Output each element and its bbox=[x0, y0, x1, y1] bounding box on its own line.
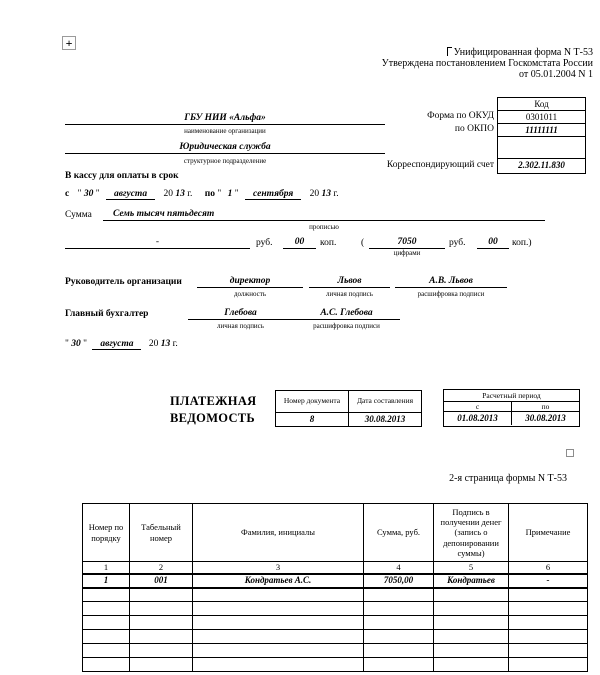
period-to-label: по bbox=[541, 402, 550, 411]
kop1-line bbox=[283, 236, 316, 249]
accountant-name: А.С. Глебова bbox=[320, 308, 373, 318]
date-suffix: г. bbox=[172, 339, 178, 349]
table-cell bbox=[83, 658, 130, 672]
table-row bbox=[83, 602, 588, 616]
table-header-row bbox=[83, 504, 588, 562]
quote: " bbox=[83, 339, 88, 349]
sum-words-continuation-line bbox=[65, 236, 250, 249]
table-cell bbox=[434, 588, 509, 602]
table-cell bbox=[83, 616, 130, 630]
table-cell bbox=[434, 644, 509, 658]
table-row bbox=[83, 574, 588, 588]
table-cell bbox=[193, 630, 364, 644]
table-cell bbox=[509, 630, 588, 644]
rub-label: руб. bbox=[256, 238, 273, 248]
accountant-signature-caption: личная подпись bbox=[217, 322, 264, 330]
table-cell bbox=[130, 630, 193, 644]
approval-date-line: от 05.01.2004 N 1 bbox=[519, 69, 593, 80]
table-cell bbox=[83, 630, 130, 644]
table-cell bbox=[193, 588, 364, 602]
table-cell bbox=[434, 616, 509, 630]
org-name-line bbox=[65, 112, 385, 125]
from-day: 30 bbox=[83, 189, 94, 199]
table-cell bbox=[509, 602, 588, 616]
table-cell bbox=[509, 588, 588, 602]
table-row bbox=[83, 616, 588, 630]
table-cell bbox=[509, 658, 588, 672]
to-year: 13 bbox=[321, 189, 332, 199]
date-year: 13 bbox=[160, 339, 171, 349]
payroll-table bbox=[82, 503, 588, 672]
paren-open: ( bbox=[361, 238, 365, 248]
column-number-cell: 1 bbox=[83, 562, 130, 574]
table-cell bbox=[130, 588, 193, 602]
kop1-value: 00 bbox=[294, 237, 305, 247]
anchor-mark-icon bbox=[447, 47, 452, 56]
from-year: 13 bbox=[175, 189, 185, 199]
sum-digits-line bbox=[369, 236, 445, 249]
approval-line: Утверждена постановлением Госкомстата России bbox=[381, 58, 593, 69]
kop-close-label: коп.) bbox=[512, 238, 532, 248]
kop2-line bbox=[477, 236, 509, 249]
code-box-header: Код bbox=[498, 98, 585, 111]
signature-caption: личная подпись bbox=[326, 290, 373, 298]
doc-number-table bbox=[275, 390, 422, 427]
table-cell bbox=[193, 602, 364, 616]
year-suffix: г. bbox=[333, 189, 339, 199]
to-month: сентября bbox=[245, 189, 301, 200]
kop-label: коп. bbox=[320, 238, 337, 248]
head-signature-line bbox=[309, 275, 390, 288]
column-number-cell: 2 bbox=[130, 562, 193, 574]
column-number-cell: 6 bbox=[509, 562, 588, 574]
to-label: по bbox=[204, 189, 216, 199]
date-day: 30 bbox=[71, 339, 81, 349]
table-cell bbox=[83, 602, 130, 616]
cashbox-intro: В кассу для оплаты в срок bbox=[65, 171, 179, 181]
quote: " bbox=[234, 189, 239, 199]
doc-date-value: 30.08.2013 bbox=[364, 414, 406, 424]
column-number-cell: 4 bbox=[364, 562, 434, 574]
table-cell bbox=[193, 658, 364, 672]
pay-period-line bbox=[65, 189, 545, 199]
org-name: ГБУ НИИ «Альфа» bbox=[184, 113, 266, 123]
rub-label2: руб. bbox=[449, 238, 466, 248]
position-caption: должность bbox=[233, 290, 267, 298]
corr-account-label: Корреспондирующий счет bbox=[386, 160, 494, 170]
table-header-cell: Подпись в получении денег (запись о депонировании суммы) bbox=[434, 504, 509, 562]
table-row bbox=[83, 588, 588, 602]
table-cell bbox=[364, 602, 434, 616]
form-title-line: Унифицированная форма N Т-53 bbox=[280, 47, 593, 58]
table-cell bbox=[193, 616, 364, 630]
head-position-line bbox=[197, 275, 303, 288]
name-caption: расшифровка подписи bbox=[417, 290, 485, 298]
accountant-role-label: Главный бухгалтер bbox=[65, 309, 149, 319]
from-month: августа bbox=[106, 189, 155, 200]
quote: " bbox=[77, 189, 82, 199]
table-cell: 1 bbox=[83, 574, 130, 588]
table-cell bbox=[193, 644, 364, 658]
table-cell bbox=[509, 644, 588, 658]
corr-account-value: 2.302.11.830 bbox=[518, 160, 565, 170]
table-cell bbox=[83, 588, 130, 602]
column-number-row bbox=[83, 562, 588, 574]
table-cell bbox=[83, 644, 130, 658]
accountant-signature-line bbox=[188, 307, 293, 320]
period-to-value: 30.08.2013 bbox=[525, 413, 566, 423]
period-from-value: 01.08.2013 bbox=[444, 412, 512, 425]
table-cell: 001 bbox=[130, 574, 193, 588]
sum-in-words: Семь тысяч пятьдесят bbox=[113, 209, 215, 219]
table-cell bbox=[130, 616, 193, 630]
table-row bbox=[83, 658, 588, 672]
table-cell bbox=[130, 658, 193, 672]
table-header-cell: Табельный номер bbox=[130, 504, 193, 562]
from-label: с bbox=[65, 189, 70, 199]
sum-words-caption: прописью bbox=[309, 223, 339, 231]
table-header-cell: Номер по порядку bbox=[83, 504, 130, 562]
table-cell bbox=[364, 658, 434, 672]
table-cell bbox=[509, 616, 588, 630]
head-signature: Львов bbox=[337, 276, 362, 286]
expand-plus-icon[interactable]: + bbox=[62, 36, 76, 50]
department-name: Юридическая служба bbox=[179, 142, 271, 152]
column-number-cell: 5 bbox=[434, 562, 509, 574]
table-cell: Кондратьев bbox=[434, 574, 509, 588]
org-name-caption: наименование организации bbox=[184, 127, 266, 135]
column-number-cell: 3 bbox=[193, 562, 364, 574]
sum-digits: 7050 bbox=[397, 237, 417, 247]
to-day: 1 bbox=[227, 189, 233, 199]
quote: " bbox=[217, 189, 222, 199]
date-month: августа bbox=[92, 339, 141, 350]
table-header-cell: Сумма, руб. bbox=[364, 504, 434, 562]
placeholder-checkbox[interactable] bbox=[566, 449, 574, 457]
century: 20 bbox=[163, 189, 173, 199]
doc-number-value: 8 bbox=[276, 413, 349, 426]
okud-label: Форма по ОКУД bbox=[427, 111, 494, 121]
quote: " bbox=[65, 339, 69, 349]
document-title bbox=[170, 393, 256, 427]
department-caption: структурное подразделение bbox=[183, 157, 267, 165]
sum-words-line bbox=[103, 208, 545, 221]
table-cell: - bbox=[509, 574, 588, 588]
date-century: 20 bbox=[148, 339, 159, 349]
code-box-empty-cell bbox=[498, 137, 585, 159]
okpo-label: по ОКПО bbox=[454, 124, 494, 134]
form-approval-note bbox=[280, 47, 593, 80]
signing-date-line bbox=[65, 339, 178, 349]
table-cell bbox=[364, 630, 434, 644]
table-cell bbox=[130, 602, 193, 616]
kop2-value: 00 bbox=[488, 237, 498, 247]
quote: " bbox=[95, 189, 100, 199]
doc-number-header: Номер документа bbox=[276, 391, 349, 412]
table-cell bbox=[364, 616, 434, 630]
page2-note: 2-я страница формы N Т-53 bbox=[449, 473, 567, 484]
table-cell: Кондратьев А.С. bbox=[193, 574, 364, 588]
table-cell: 7050,00 bbox=[364, 574, 434, 588]
head-name-line bbox=[395, 275, 507, 288]
title-line2: ВЕДОМОСТЬ bbox=[170, 411, 255, 425]
sum-label: Сумма bbox=[65, 210, 92, 220]
period-table bbox=[443, 389, 580, 427]
century: 20 bbox=[309, 189, 320, 199]
sum-digits-caption: цифрами bbox=[393, 249, 421, 257]
table-cell bbox=[434, 658, 509, 672]
dash: - bbox=[155, 237, 160, 247]
accountant-signature: Глебова bbox=[224, 308, 257, 318]
department-line bbox=[65, 141, 385, 154]
table-cell bbox=[434, 602, 509, 616]
table-row bbox=[83, 644, 588, 658]
table-cell bbox=[364, 644, 434, 658]
head-name: А.В. Львов bbox=[429, 276, 473, 286]
period-from-label: с bbox=[444, 402, 512, 411]
table-header-cell: Фамилия, инициалы bbox=[193, 504, 364, 562]
table-header-cell: Примечание bbox=[509, 504, 588, 562]
doc-date-header: Дата составления bbox=[356, 396, 414, 405]
head-position: директор bbox=[229, 276, 271, 286]
table-row bbox=[83, 630, 588, 644]
accountant-name-caption: расшифровка подписи bbox=[313, 322, 380, 330]
accountant-name-line bbox=[293, 307, 400, 320]
okpo-value: 11111111 bbox=[498, 124, 585, 137]
okud-value: 0301011 bbox=[498, 111, 585, 124]
table-cell bbox=[130, 644, 193, 658]
table-cell bbox=[364, 588, 434, 602]
table-cell bbox=[434, 630, 509, 644]
head-role-label: Руководитель организации bbox=[65, 277, 182, 287]
year-suffix: г. bbox=[187, 189, 193, 199]
period-header: Расчетный период bbox=[482, 391, 541, 400]
title-line1: ПЛАТЕЖНАЯ bbox=[170, 394, 257, 408]
code-box bbox=[497, 97, 586, 174]
